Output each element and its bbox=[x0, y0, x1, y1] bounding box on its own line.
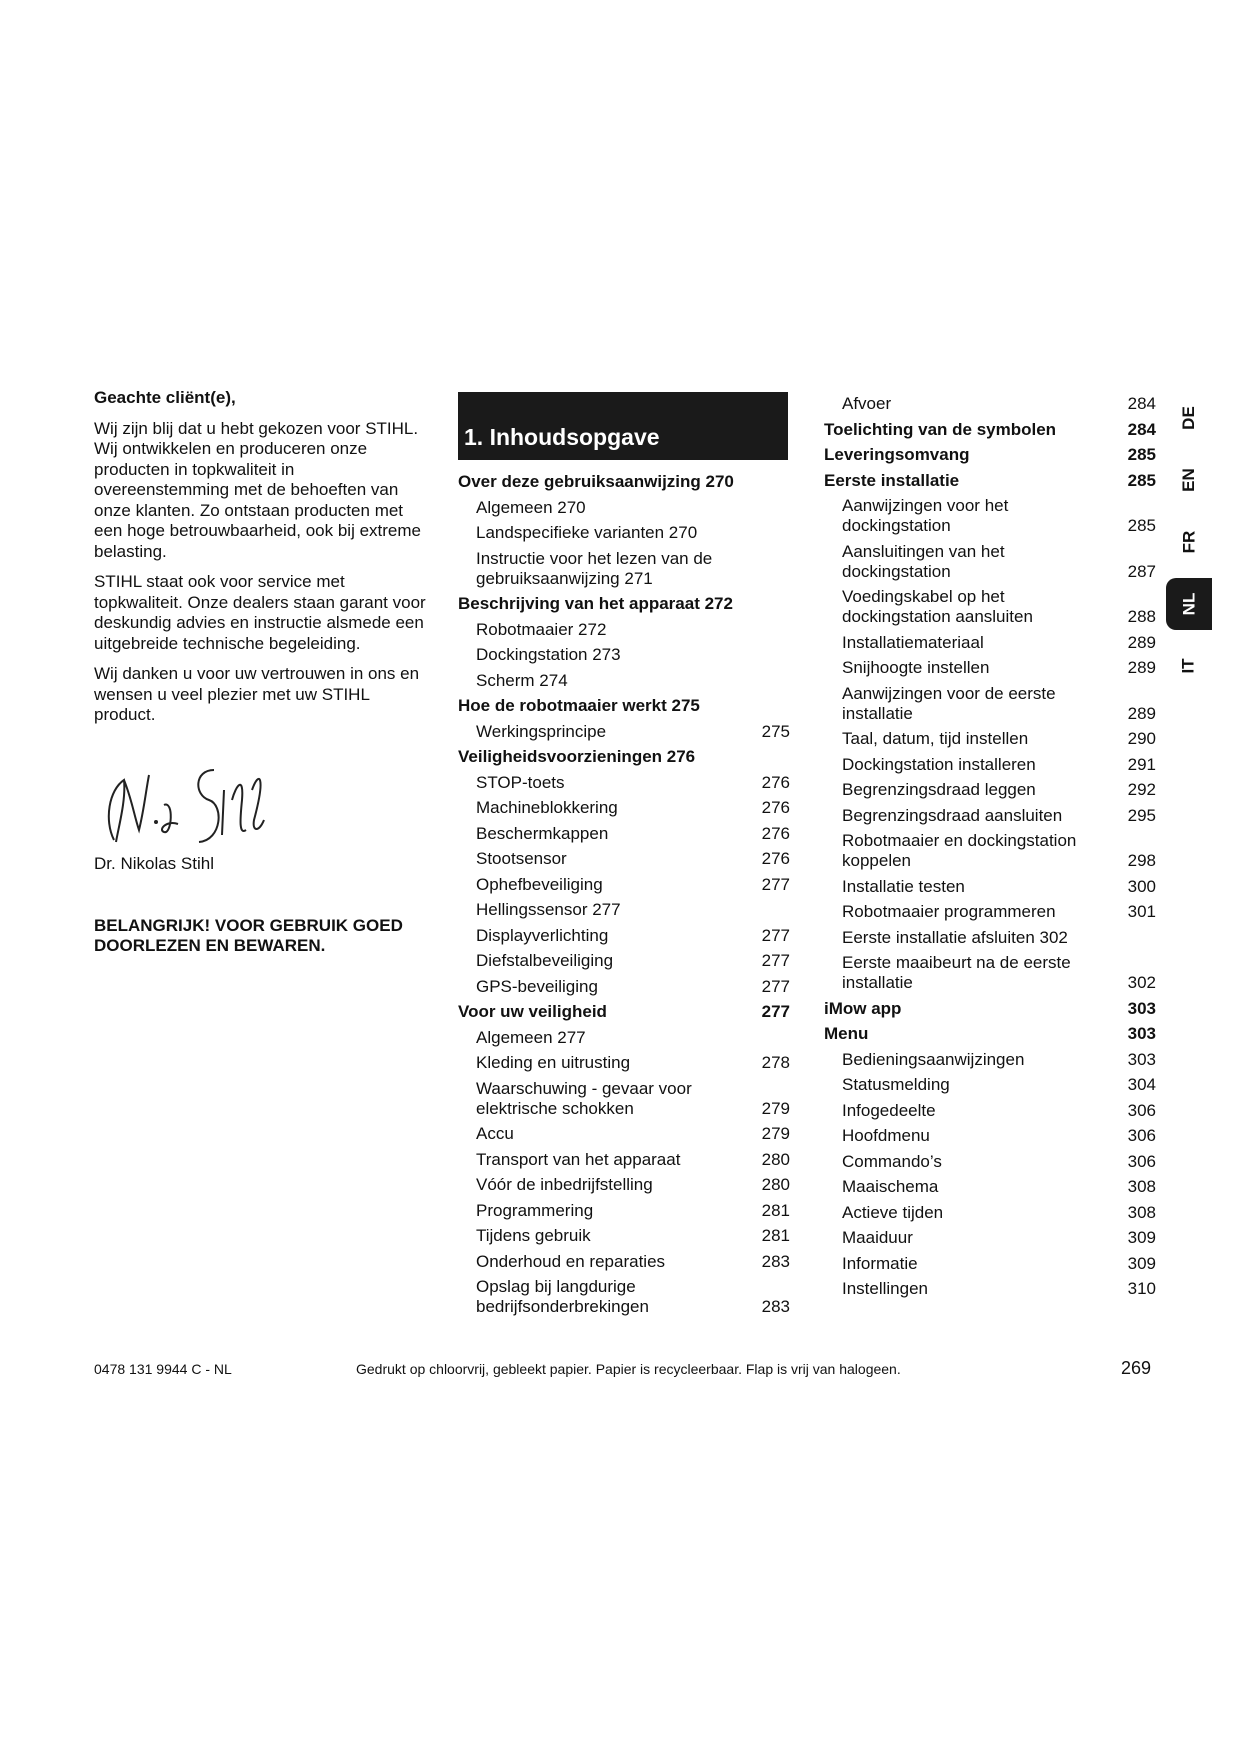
toc-entry[interactable] bbox=[458, 875, 790, 895]
toc-entry[interactable] bbox=[824, 471, 1156, 491]
toc-entry[interactable] bbox=[824, 831, 1156, 871]
toc-entry-page: 276 bbox=[761, 823, 790, 843]
toc-entry[interactable] bbox=[458, 523, 790, 543]
toc-entry-label: Voedingskabel op het dockingstation aansluiten bbox=[842, 587, 1033, 626]
toc-entry[interactable] bbox=[458, 696, 790, 716]
toc-entry[interactable] bbox=[458, 977, 790, 997]
toc-entry-page: 276 bbox=[761, 798, 790, 817]
toc-column-3 bbox=[824, 394, 1156, 1305]
toc-entry-label: Vóór de inbedrijfstelling bbox=[476, 1175, 653, 1194]
toc-entry-page: 285 bbox=[1127, 470, 1156, 490]
toc-entry-page: 289 bbox=[1127, 632, 1156, 652]
toc-entry-page: 278 bbox=[761, 1053, 790, 1072]
intro-paragraph: Wij zijn blij dat u hebt gekozen voor STIHL. Wij ontwikkelen en produceren onze producten in topkwaliteit in overeenstemming met de behoeften van onze klanten. Zo ontstaan producten met een hoge betrouwbaarheid, ook bij extreme belasting. bbox=[94, 418, 421, 561]
toc-entry[interactable] bbox=[824, 755, 1156, 775]
toc-entry[interactable] bbox=[824, 729, 1156, 749]
toc-entry[interactable] bbox=[824, 1203, 1156, 1223]
toc-entry-page: 280 bbox=[761, 1149, 790, 1169]
toc-entry[interactable] bbox=[458, 900, 790, 920]
toc-entry[interactable] bbox=[458, 549, 790, 589]
toc-entry[interactable] bbox=[824, 1126, 1156, 1146]
toc-entry-label: Aanwijzingen voor de eerste installatie bbox=[842, 683, 1056, 723]
toc-entry-page: 301 bbox=[1127, 902, 1156, 921]
toc-entry-label: Robotmaaier en dockingstation koppelen bbox=[842, 831, 1077, 870]
toc-entry[interactable] bbox=[824, 806, 1156, 826]
toc-entry-label: Waarschuwing - gevaar voor elektrische schokken bbox=[476, 1078, 692, 1118]
toc-entry-page: 277 bbox=[761, 925, 790, 945]
toc-entry[interactable] bbox=[824, 633, 1156, 653]
toc-entry[interactable] bbox=[824, 587, 1156, 627]
intro-paragraph: STIHL staat ook voor service met topkwaliteit. Onze dealers staan garant voor deskundig advies en instructie alsmede een uitgebreide technische begeleiding. bbox=[94, 572, 426, 653]
toc-entry-page: 280 bbox=[761, 1175, 790, 1194]
toc-entry-label: Algemeen 277 bbox=[476, 1027, 586, 1047]
toc-entry-label: Taal, datum, tijd instellen bbox=[842, 729, 1029, 748]
toc-entry-page: 285 bbox=[1127, 445, 1156, 464]
toc-entry-label: Leveringsomvang bbox=[824, 445, 970, 464]
toc-entry-label: Beschermkappen bbox=[476, 823, 609, 843]
toc-entry-page: 281 bbox=[761, 1226, 790, 1245]
language-tab-fr[interactable]: FR bbox=[1178, 530, 1198, 554]
toc-entry-page: 284 bbox=[1127, 419, 1156, 439]
toc-entry[interactable] bbox=[824, 1075, 1156, 1095]
toc-entry[interactable] bbox=[458, 747, 790, 767]
toc-entry[interactable] bbox=[824, 953, 1156, 993]
toc-entry-page: 303 bbox=[1127, 1049, 1156, 1069]
toc-entry[interactable] bbox=[458, 926, 790, 946]
important-notice: BELANGRIJK! VOOR GEBRUIK GOED DOORLEZEN EN BEWAREN. bbox=[94, 916, 403, 955]
toc-entry[interactable] bbox=[458, 1053, 790, 1073]
toc-entry-label: Dockingstation 273 bbox=[476, 645, 621, 664]
toc-entry-label: Opslag bij langdurige bedrijfsonderbrekingen bbox=[476, 1277, 649, 1316]
toc-entry-label: Landspecifieke varianten 270 bbox=[476, 523, 698, 542]
toc-entry[interactable] bbox=[824, 658, 1156, 678]
toc-entry-label: Transport van het apparaat bbox=[476, 1149, 681, 1169]
toc-entry-label: Hoe de robotmaaier werkt 275 bbox=[458, 696, 700, 715]
toc-entry[interactable] bbox=[458, 645, 790, 665]
toc-entry[interactable] bbox=[824, 999, 1156, 1019]
language-tab-nl[interactable]: NL bbox=[1166, 578, 1212, 630]
toc-entry[interactable] bbox=[458, 594, 790, 614]
toc-entry-label: Afvoer bbox=[842, 394, 892, 413]
toc-entry-page: 304 bbox=[1127, 1075, 1156, 1094]
toc-entry-page: 279 bbox=[761, 1124, 790, 1143]
toc-entry-page: 279 bbox=[761, 1098, 790, 1118]
toc-entry-page: 306 bbox=[1127, 1151, 1156, 1171]
toc-entry-page: 283 bbox=[761, 1297, 790, 1316]
document-code: 0478 131 9944 C - NL bbox=[94, 1361, 232, 1377]
toc-entry-page: 275 bbox=[761, 721, 790, 741]
toc-entry[interactable] bbox=[824, 445, 1156, 465]
toc-entry-label: Voor uw veiligheid bbox=[458, 1002, 607, 1021]
toc-entry[interactable] bbox=[458, 498, 790, 518]
toc-entry[interactable] bbox=[458, 1124, 790, 1144]
toc-entry[interactable] bbox=[458, 722, 790, 742]
toc-entry[interactable] bbox=[824, 902, 1156, 922]
toc-entry-page: 308 bbox=[1127, 1202, 1156, 1222]
toc-entry-page: 276 bbox=[761, 772, 790, 792]
toc-entry-page: 298 bbox=[1127, 851, 1156, 870]
toc-entry[interactable] bbox=[824, 1279, 1156, 1299]
greeting: Geachte cliënt(e), bbox=[94, 388, 236, 407]
toc-entry-label: Accu bbox=[476, 1124, 514, 1143]
toc-entry-page: 277 bbox=[761, 1002, 790, 1021]
toc-entry-page: 309 bbox=[1127, 1228, 1156, 1247]
toc-entry[interactable] bbox=[458, 1028, 790, 1048]
toc-entry-label: Actieve tijden bbox=[842, 1202, 944, 1222]
toc-entry-page: 306 bbox=[1127, 1100, 1156, 1120]
toc-entry-label: Stootsensor bbox=[476, 849, 567, 868]
toc-entry-label: Begrenzingsdraad aansluiten bbox=[842, 805, 1063, 825]
toc-entry[interactable] bbox=[458, 1079, 790, 1119]
toc-entry-page: 302 bbox=[1127, 973, 1156, 992]
toc-entry-label: Statusmelding bbox=[842, 1075, 950, 1094]
toc-entry-label: Veiligheidsvoorzieningen 276 bbox=[458, 747, 696, 766]
toc-entry-page: 283 bbox=[761, 1251, 790, 1271]
toc-entry[interactable] bbox=[824, 1101, 1156, 1121]
toc-entry-page: 290 bbox=[1127, 729, 1156, 748]
toc-entry-page: 303 bbox=[1127, 1024, 1156, 1043]
toc-entry[interactable] bbox=[458, 951, 790, 971]
toc-entry-page: 310 bbox=[1127, 1279, 1156, 1298]
toc-entry-label: Hellingssensor 277 bbox=[476, 900, 621, 919]
toc-entry[interactable] bbox=[824, 1152, 1156, 1172]
toc-entry-label: Maaiduur bbox=[842, 1228, 913, 1247]
toc-entry-label: STOP-toets bbox=[476, 772, 565, 792]
toc-entry[interactable] bbox=[824, 684, 1156, 724]
toc-entry-label: Ophefbeveiliging bbox=[476, 874, 603, 894]
language-tabs bbox=[1166, 392, 1212, 702]
toc-entry-page: 291 bbox=[1127, 754, 1156, 774]
toc-entry-label: Beschrijving van het apparaat 272 bbox=[458, 594, 733, 613]
toc-entry-label: Begrenzingsdraad leggen bbox=[842, 780, 1036, 799]
page-number: 269 bbox=[1121, 1358, 1152, 1378]
toc-entry-page: 284 bbox=[1127, 394, 1156, 413]
toc-entry[interactable] bbox=[458, 1226, 790, 1246]
toc-entry-label: Snijhoogte instellen bbox=[842, 658, 990, 677]
intro-paragraph: Wij danken u voor uw vertrouwen in ons en wensen u veel plezier met uw STIHL product. bbox=[94, 664, 420, 724]
toc-entry-label: Werkingsprincipe bbox=[476, 721, 607, 741]
toc-entry[interactable] bbox=[824, 1228, 1156, 1248]
toc-entry-label: Installatiemateriaal bbox=[842, 632, 984, 652]
toc-entry[interactable] bbox=[458, 1002, 790, 1022]
toc-entry-label: Bedieningsaanwijzingen bbox=[842, 1049, 1025, 1069]
toc-entry-page: 303 bbox=[1127, 998, 1156, 1018]
signature-image bbox=[94, 760, 274, 850]
toc-entry-page: 277 bbox=[761, 874, 790, 894]
toc-entry[interactable] bbox=[824, 1254, 1156, 1274]
toc-entry-page: 287 bbox=[1127, 561, 1156, 581]
toc-entry-page: 281 bbox=[761, 1200, 790, 1220]
toc-entry-page: 309 bbox=[1127, 1253, 1156, 1273]
toc-entry[interactable] bbox=[458, 1277, 790, 1317]
signature-name: Dr. Nikolas Stihl bbox=[94, 853, 214, 873]
toc-entry[interactable] bbox=[824, 928, 1156, 948]
toc-entry[interactable] bbox=[824, 877, 1156, 897]
toc-entry[interactable] bbox=[824, 1024, 1156, 1044]
toc-entry[interactable] bbox=[824, 394, 1156, 414]
toc-entry[interactable] bbox=[458, 1175, 790, 1195]
toc-entry-label: Programmering bbox=[476, 1200, 594, 1220]
language-tab-de[interactable]: DE bbox=[1179, 406, 1198, 430]
toc-entry[interactable] bbox=[458, 824, 790, 844]
toc-entry-label: Eerste maaibeurt na de eerste installatie bbox=[842, 953, 1071, 992]
toc-entry-label: Kleding en uitrusting bbox=[476, 1053, 631, 1072]
toc-entry-label: Dockingstation installeren bbox=[842, 754, 1036, 774]
toc-entry-label: Menu bbox=[824, 1024, 869, 1043]
toc-entry-label: iMow app bbox=[824, 998, 902, 1018]
language-tab-it[interactable]: IT bbox=[1178, 658, 1198, 674]
toc-entry-label: Installatie testen bbox=[842, 876, 965, 896]
toc-entry-label: Infogedeelte bbox=[842, 1100, 936, 1120]
toc-entry-page: 277 bbox=[761, 976, 790, 996]
toc-entry-label: Maaischema bbox=[842, 1177, 939, 1196]
toc-entry-page: 300 bbox=[1127, 876, 1156, 896]
toc-entry-label: Robotmaaier programmeren bbox=[842, 902, 1056, 921]
toc-column-2 bbox=[458, 472, 790, 1323]
toc-entry-label: Algemeen 270 bbox=[476, 497, 586, 517]
toc-entry-page: 289 bbox=[1127, 703, 1156, 723]
toc-entry[interactable] bbox=[824, 1177, 1156, 1197]
toc-entry-label: Scherm 274 bbox=[476, 670, 568, 690]
toc-entry-label: GPS-beveiliging bbox=[476, 976, 598, 996]
toc-entry[interactable] bbox=[458, 671, 790, 691]
toc-entry-label: Informatie bbox=[842, 1253, 918, 1273]
toc-entry-label: Aansluitingen van het dockingstation bbox=[842, 541, 1005, 581]
toc-entry-label: Displayverlichting bbox=[476, 925, 609, 945]
intro-column bbox=[94, 388, 434, 956]
toc-entry-label: Tijdens gebruik bbox=[476, 1226, 591, 1245]
toc-entry-page: 277 bbox=[761, 951, 790, 970]
toc-entry-label: Eerste installatie afsluiten 302 bbox=[842, 927, 1068, 947]
toc-entry-page: 306 bbox=[1127, 1126, 1156, 1145]
toc-entry-label: Toelichting van de symbolen bbox=[824, 419, 1057, 439]
toc-entry-label: Eerste installatie bbox=[824, 470, 960, 490]
toc-entry-page: 288 bbox=[1127, 607, 1156, 626]
toc-entry-label: Aanwijzingen voor het dockingstation bbox=[842, 496, 1009, 535]
toc-entry[interactable] bbox=[824, 780, 1156, 800]
toc-entry[interactable] bbox=[824, 542, 1156, 582]
toc-entry-page: 292 bbox=[1127, 780, 1156, 799]
toc-entry[interactable] bbox=[458, 1150, 790, 1170]
toc-entry[interactable] bbox=[458, 620, 790, 640]
toc-entry-label: Over deze gebruiksaanwijzing 270 bbox=[458, 472, 734, 491]
toc-entry-label: Onderhoud en reparaties bbox=[476, 1251, 666, 1271]
toc-entry-page: 308 bbox=[1127, 1177, 1156, 1196]
toc-entry-label: Instructie voor het lezen van de gebruiksaanwijzing 271 bbox=[476, 548, 713, 588]
toc-entry[interactable] bbox=[458, 1252, 790, 1272]
toc-entry-label: Hoofdmenu bbox=[842, 1126, 930, 1145]
toc-entry-page: 285 bbox=[1127, 516, 1156, 535]
toc-entry[interactable] bbox=[458, 1201, 790, 1221]
toc-entry-page: 276 bbox=[761, 849, 790, 868]
toc-title: 1. Inhoudsopgave bbox=[458, 392, 788, 460]
toc-entry-label: Instellingen bbox=[842, 1279, 929, 1298]
toc-entry-label: Diefstalbeveiliging bbox=[476, 951, 614, 970]
toc-entry[interactable] bbox=[824, 420, 1156, 440]
toc-entry[interactable] bbox=[458, 773, 790, 793]
toc-entry-label: Machineblokkering bbox=[476, 798, 618, 817]
toc-entry-label: Robotmaaier 272 bbox=[476, 619, 607, 639]
toc-entry[interactable] bbox=[458, 849, 790, 869]
toc-entry[interactable] bbox=[824, 496, 1156, 536]
toc-entry[interactable] bbox=[458, 798, 790, 818]
language-tab-en[interactable]: EN bbox=[1179, 468, 1198, 492]
toc-entry-page: 289 bbox=[1127, 658, 1156, 677]
toc-entry[interactable] bbox=[458, 472, 790, 492]
toc-entry-page: 295 bbox=[1127, 805, 1156, 825]
paper-note: Gedrukt op chloorvrij, gebleekt papier. Papier is recycleerbaar. Flap is vrij van halogeen. bbox=[356, 1361, 901, 1377]
toc-entry[interactable] bbox=[824, 1050, 1156, 1070]
toc-entry-label: Commando’s bbox=[842, 1151, 942, 1171]
